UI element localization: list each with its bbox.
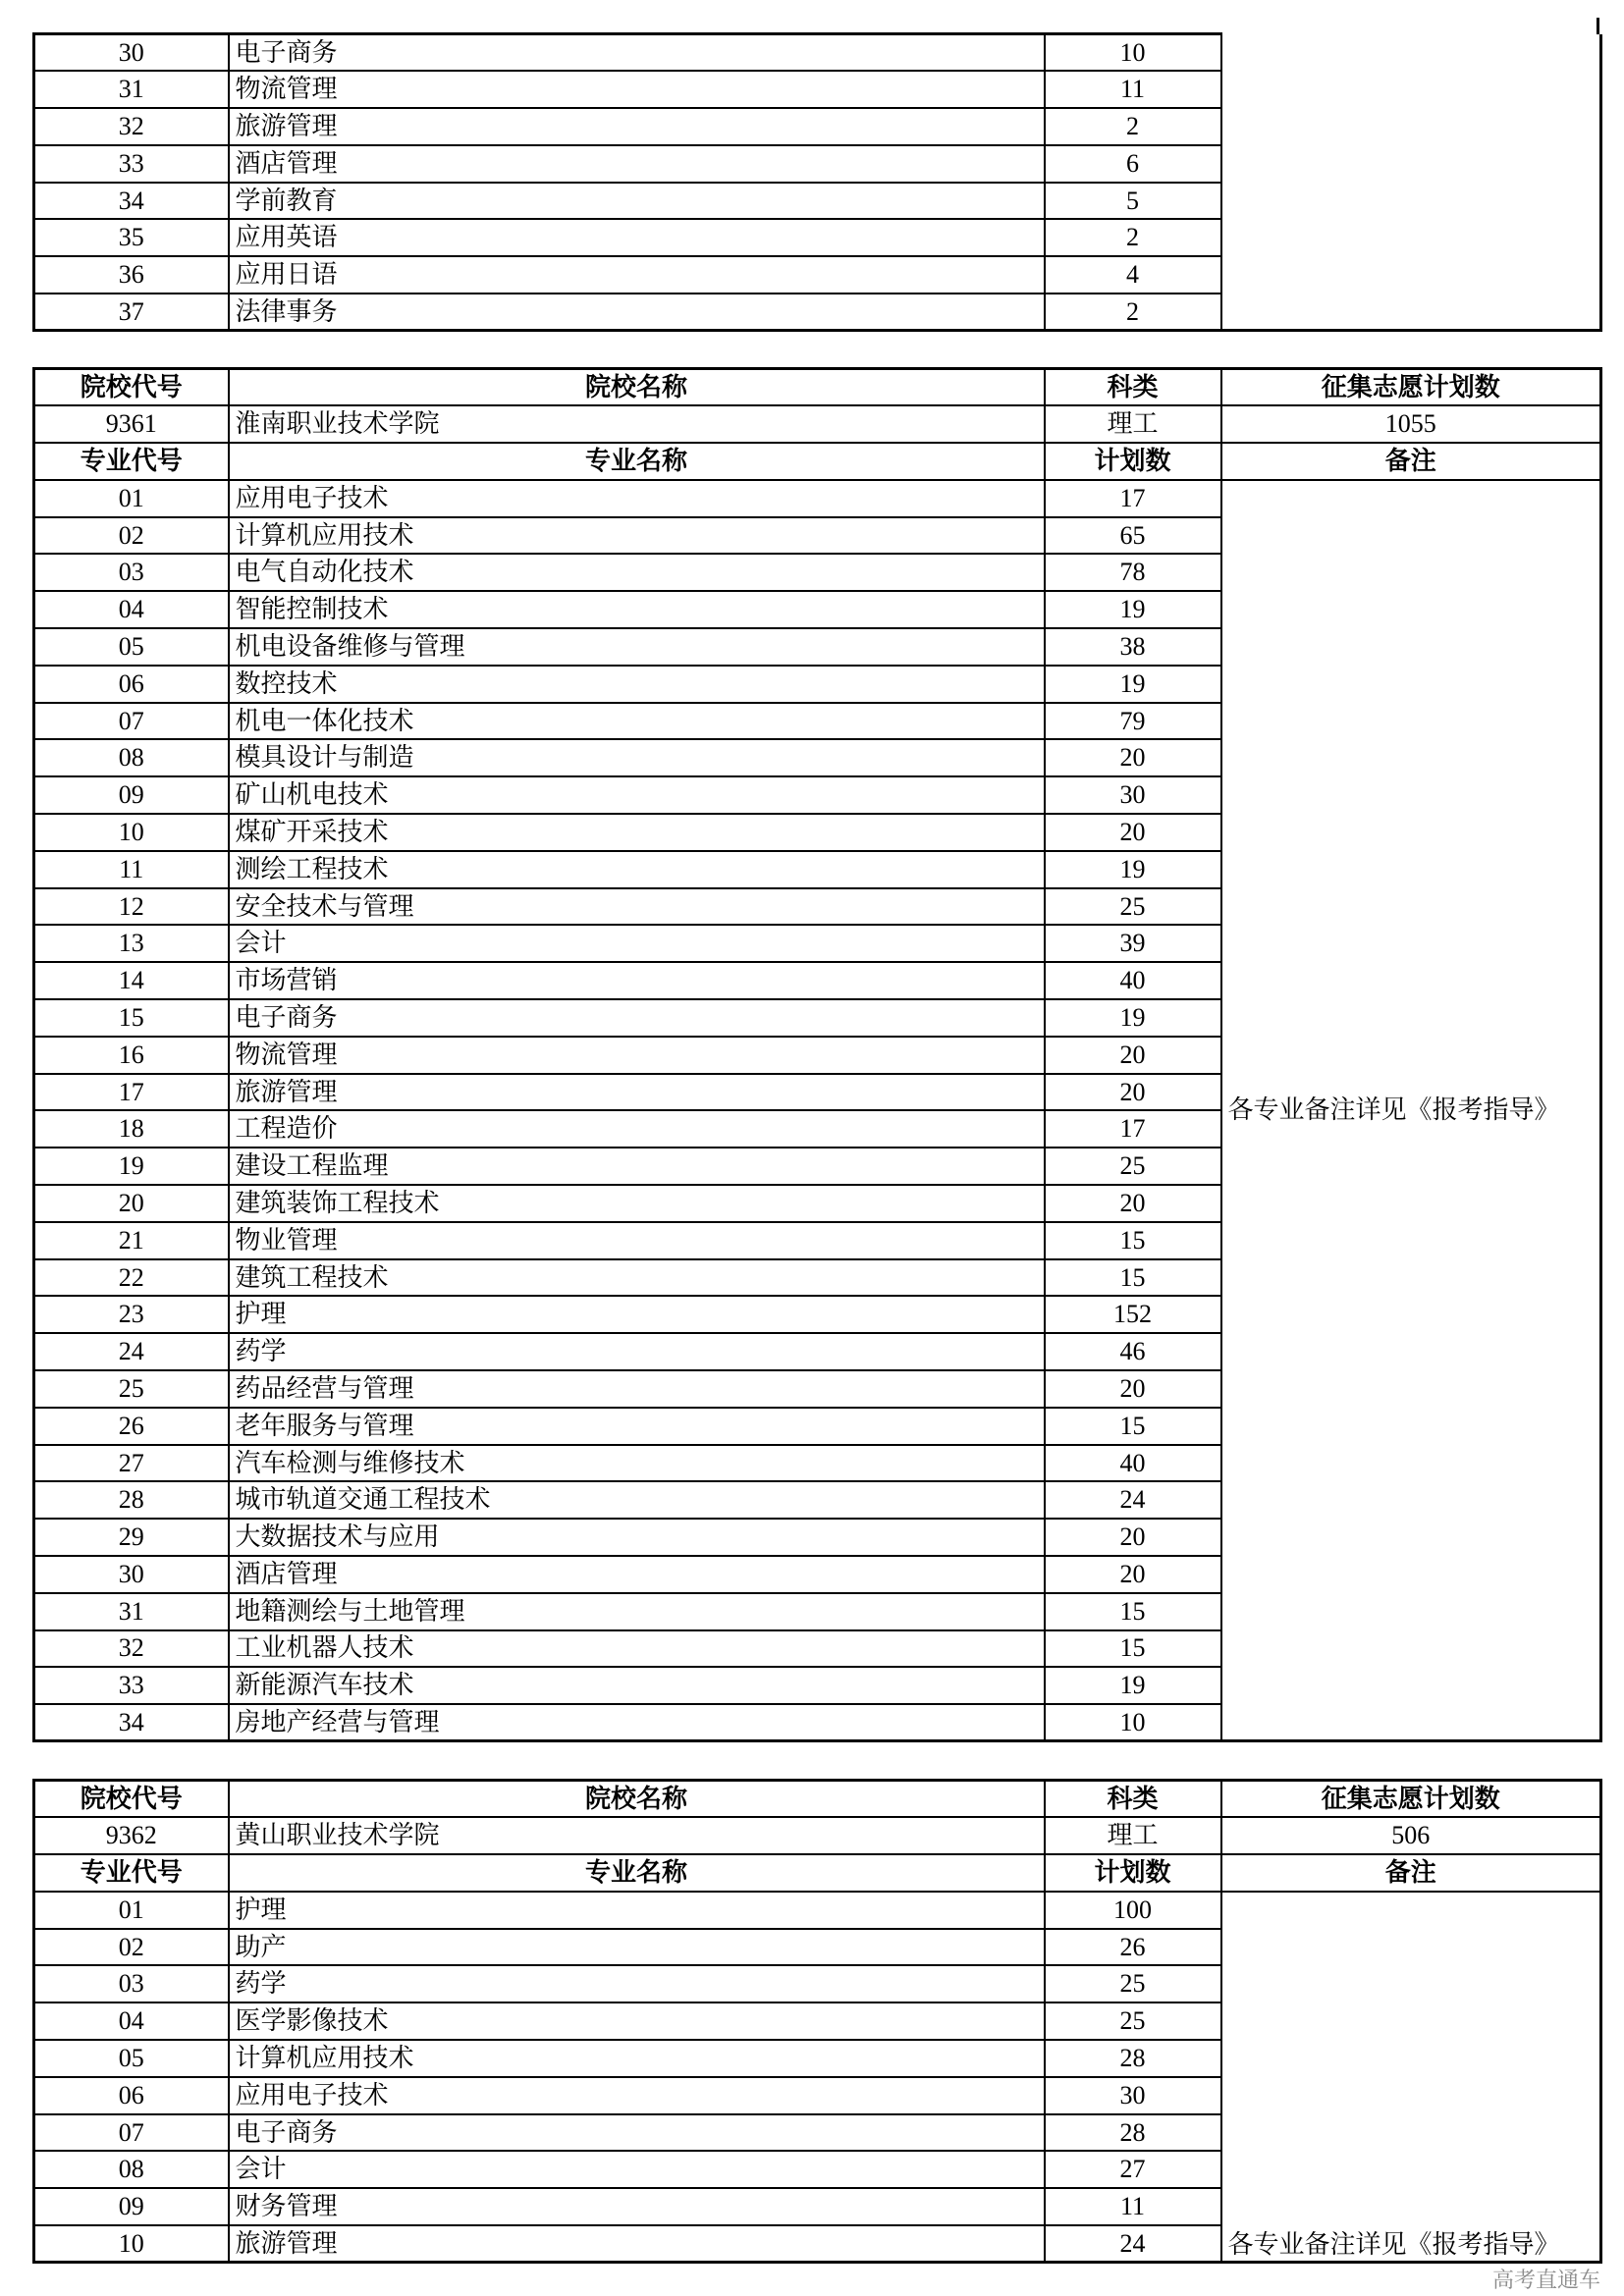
school-plan-total: 506	[1221, 1817, 1601, 1854]
major-code-cell: 31	[34, 71, 229, 108]
school-name-header: 院校名称	[229, 369, 1045, 406]
major-name-cell: 护理	[229, 1296, 1045, 1333]
major-name-cell: 房地产经营与管理	[229, 1704, 1045, 1741]
major-header-row	[34, 443, 1601, 480]
major-name-cell: 矿山机电技术	[229, 776, 1045, 814]
major-code-cell: 23	[34, 1296, 229, 1333]
major-code-cell: 32	[34, 108, 229, 145]
plan-total-header: 征集志愿计划数	[1221, 369, 1601, 406]
major-code-cell: 36	[34, 256, 229, 294]
plan-count-cell: 25	[1045, 1965, 1221, 2002]
major-code-cell: 19	[34, 1148, 229, 1185]
major-name-cell: 城市轨道交通工程技术	[229, 1481, 1045, 1519]
major-code-cell: 16	[34, 1037, 229, 1074]
plan-count-cell: 15	[1045, 1408, 1221, 1445]
major-code-cell: 10	[34, 814, 229, 851]
plan-count-cell: 28	[1045, 2040, 1221, 2077]
plan-count-cell: 38	[1045, 628, 1221, 666]
plan-count-cell: 30	[1045, 776, 1221, 814]
major-name-cell: 工程造价	[229, 1110, 1045, 1148]
major-code-cell: 14	[34, 962, 229, 999]
major-name-cell: 计算机应用技术	[229, 2040, 1045, 2077]
major-name-cell: 电子商务	[229, 999, 1045, 1037]
major-code-cell: 28	[34, 1481, 229, 1519]
plan-count-cell: 20	[1045, 739, 1221, 776]
school-info-row	[34, 1817, 1601, 1854]
major-code-cell: 15	[34, 999, 229, 1037]
school-category: 理工	[1045, 405, 1221, 443]
major-code-cell: 21	[34, 1222, 229, 1259]
major-code-cell: 22	[34, 1259, 229, 1297]
major-name-cell: 旅游管理	[229, 1074, 1045, 1111]
plan-count-cell: 30	[1045, 2077, 1221, 2114]
plan-count-cell: 10	[1045, 1704, 1221, 1741]
major-name-cell: 安全技术与管理	[229, 888, 1045, 926]
major-name-cell: 物业管理	[229, 1222, 1045, 1259]
major-code-cell: 11	[34, 851, 229, 888]
plan-count-cell: 20	[1045, 1370, 1221, 1408]
major-code-cell: 09	[34, 2188, 229, 2225]
plan-count-cell: 152	[1045, 1296, 1221, 1333]
major-name-cell: 药学	[229, 1333, 1045, 1370]
major-code-cell: 29	[34, 1519, 229, 1556]
major-code-cell: 26	[34, 1408, 229, 1445]
major-name-cell: 财务管理	[229, 2188, 1045, 2225]
remark-cell: 各专业备注详见《报考指导》	[1221, 480, 1601, 1741]
plan-count-cell: 46	[1045, 1333, 1221, 1370]
major-code-cell: 30	[34, 34, 229, 72]
major-name-cell: 计算机应用技术	[229, 517, 1045, 555]
major-name-cell: 机电一体化技术	[229, 703, 1045, 740]
major-code-cell: 31	[34, 1593, 229, 1630]
major-name-cell: 大数据技术与应用	[229, 1519, 1045, 1556]
plan-count-cell: 65	[1045, 517, 1221, 555]
major-name-cell: 旅游管理	[229, 2225, 1045, 2263]
major-code-cell: 37	[34, 294, 229, 331]
major-code-cell: 30	[34, 1556, 229, 1593]
major-code-cell: 07	[34, 703, 229, 740]
school-info-row	[34, 405, 1601, 443]
school-code: 9362	[34, 1817, 229, 1854]
major-header-row	[34, 1854, 1601, 1892]
major-name-cell: 数控技术	[229, 666, 1045, 703]
major-code-cell: 34	[34, 1704, 229, 1741]
major-name-cell: 模具设计与制造	[229, 739, 1045, 776]
major-name-cell: 汽车检测与维修技术	[229, 1445, 1045, 1482]
major-name-cell: 市场营销	[229, 962, 1045, 999]
major-code-cell: 18	[34, 1110, 229, 1148]
major-name-cell: 学前教育	[229, 183, 1045, 220]
plan-count-cell: 10	[1045, 34, 1221, 72]
plan-table-school-9361	[32, 367, 1602, 1742]
plan-count-cell: 20	[1045, 1556, 1221, 1593]
major-code-cell: 01	[34, 480, 229, 517]
plan-count-cell: 15	[1045, 1630, 1221, 1668]
plan-total-header: 征集志愿计划数	[1221, 1781, 1601, 1818]
major-code-cell: 33	[34, 145, 229, 183]
plan-count-cell: 15	[1045, 1593, 1221, 1630]
remark-header: 备注	[1221, 443, 1601, 480]
plan-count-cell: 19	[1045, 851, 1221, 888]
major-name-cell: 酒店管理	[229, 1556, 1045, 1593]
table-row	[34, 480, 1601, 517]
school-header-row	[34, 369, 1601, 406]
major-name-cell: 机电设备维修与管理	[229, 628, 1045, 666]
plan-count-cell: 25	[1045, 1148, 1221, 1185]
major-code-cell: 02	[34, 517, 229, 555]
table-row	[34, 34, 1601, 72]
major-code-cell: 33	[34, 1667, 229, 1704]
plan-count-cell: 40	[1045, 1445, 1221, 1482]
major-code-cell: 03	[34, 554, 229, 591]
plan-count-cell: 40	[1045, 962, 1221, 999]
major-name-cell: 地籍测绘与土地管理	[229, 1593, 1045, 1630]
major-code-header: 专业代号	[34, 1854, 229, 1892]
plan-count-cell: 19	[1045, 999, 1221, 1037]
plan-count-cell: 20	[1045, 1037, 1221, 1074]
major-code-cell: 01	[34, 1892, 229, 1929]
plan-count-cell: 2	[1045, 108, 1221, 145]
major-name-cell: 建设工程监理	[229, 1148, 1045, 1185]
major-code-cell: 07	[34, 2114, 229, 2152]
major-code-cell: 25	[34, 1370, 229, 1408]
major-code-cell: 12	[34, 888, 229, 926]
plan-count-cell: 24	[1045, 1481, 1221, 1519]
major-name-header: 专业名称	[229, 443, 1045, 480]
plan-count-cell: 20	[1045, 814, 1221, 851]
major-name-cell: 测绘工程技术	[229, 851, 1045, 888]
school-plan-total: 1055	[1221, 405, 1601, 443]
plan-count-cell: 20	[1045, 1519, 1221, 1556]
remark-cell: 各专业备注详见《报考指导》	[1221, 1892, 1601, 2263]
plan-count-cell: 25	[1045, 888, 1221, 926]
major-code-cell: 08	[34, 2151, 229, 2188]
major-code-cell: 03	[34, 1965, 229, 2002]
plan-count-cell: 15	[1045, 1259, 1221, 1297]
major-name-cell: 应用电子技术	[229, 2077, 1045, 2114]
major-name-cell: 电气自动化技术	[229, 554, 1045, 591]
plan-count-cell: 17	[1045, 1110, 1221, 1148]
major-name-cell: 应用电子技术	[229, 480, 1045, 517]
plan-count-cell: 28	[1045, 2114, 1221, 2152]
plan-count-cell: 5	[1045, 183, 1221, 220]
major-name-cell: 新能源汽车技术	[229, 1667, 1045, 1704]
major-code-cell: 05	[34, 2040, 229, 2077]
plan-count-cell: 2	[1045, 294, 1221, 331]
major-name-cell: 老年服务与管理	[229, 1408, 1045, 1445]
major-code-cell: 13	[34, 925, 229, 962]
plan-count-cell: 24	[1045, 2225, 1221, 2263]
major-name-cell: 应用英语	[229, 219, 1045, 256]
major-name-cell: 药学	[229, 1965, 1045, 2002]
major-name-cell: 药品经营与管理	[229, 1370, 1045, 1408]
major-code-cell: 32	[34, 1630, 229, 1668]
major-name-cell: 建筑工程技术	[229, 1259, 1045, 1297]
major-code-cell: 34	[34, 183, 229, 220]
major-name-cell: 旅游管理	[229, 108, 1045, 145]
major-code-cell: 10	[34, 2225, 229, 2263]
plan-count-cell: 15	[1045, 1222, 1221, 1259]
major-code-cell: 06	[34, 2077, 229, 2114]
major-name-cell: 护理	[229, 1892, 1045, 1929]
major-code-cell: 04	[34, 591, 229, 628]
major-code-cell: 20	[34, 1185, 229, 1222]
plan-count-cell: 11	[1045, 71, 1221, 108]
school-name: 淮南职业技术学院	[229, 405, 1045, 443]
major-name-cell: 物流管理	[229, 1037, 1045, 1074]
watermark-text: 高考直通车	[1490, 2264, 1602, 2294]
plan-count-cell: 20	[1045, 1074, 1221, 1111]
major-name-cell: 电子商务	[229, 34, 1045, 72]
plan-count-cell: 4	[1045, 256, 1221, 294]
major-code-cell: 02	[34, 1929, 229, 1966]
major-code-cell: 09	[34, 776, 229, 814]
plan-count-cell: 39	[1045, 925, 1221, 962]
major-code-cell: 06	[34, 666, 229, 703]
major-name-cell: 医学影像技术	[229, 2002, 1045, 2040]
plan-count-cell: 11	[1045, 2188, 1221, 2225]
major-code-cell: 08	[34, 739, 229, 776]
school-category: 理工	[1045, 1817, 1221, 1854]
major-name-cell: 电子商务	[229, 2114, 1045, 2152]
plan-count-cell: 25	[1045, 2002, 1221, 2040]
plan-count-header: 计划数	[1045, 1854, 1221, 1892]
plan-table-school-9362	[32, 1779, 1602, 2264]
major-code-cell: 05	[34, 628, 229, 666]
school-code: 9361	[34, 405, 229, 443]
plan-table-continued	[32, 32, 1602, 332]
major-name-cell: 智能控制技术	[229, 591, 1045, 628]
major-code-cell: 27	[34, 1445, 229, 1482]
plan-count-header: 计划数	[1045, 443, 1221, 480]
plan-count-cell: 26	[1045, 1929, 1221, 1966]
school-name-header: 院校名称	[229, 1781, 1045, 1818]
plan-count-cell: 17	[1045, 480, 1221, 517]
school-name: 黄山职业技术学院	[229, 1817, 1045, 1854]
major-code-cell: 04	[34, 2002, 229, 2040]
table-row	[34, 1892, 1601, 1929]
school-code-header: 院校代号	[34, 369, 229, 406]
plan-count-cell: 79	[1045, 703, 1221, 740]
plan-count-cell: 78	[1045, 554, 1221, 591]
remark-header: 备注	[1221, 1854, 1601, 1892]
major-name-cell: 煤矿开采技术	[229, 814, 1045, 851]
major-code-header: 专业代号	[34, 443, 229, 480]
major-code-cell: 17	[34, 1074, 229, 1111]
plan-count-cell: 20	[1045, 1185, 1221, 1222]
major-code-cell: 24	[34, 1333, 229, 1370]
plan-count-cell: 100	[1045, 1892, 1221, 1929]
major-name-header: 专业名称	[229, 1854, 1045, 1892]
major-name-cell: 会计	[229, 2151, 1045, 2188]
major-code-cell: 35	[34, 219, 229, 256]
major-name-cell: 会计	[229, 925, 1045, 962]
remark-cell	[1221, 34, 1601, 331]
major-name-cell: 建筑装饰工程技术	[229, 1185, 1045, 1222]
plan-count-cell: 27	[1045, 2151, 1221, 2188]
plan-count-cell: 19	[1045, 591, 1221, 628]
school-code-header: 院校代号	[34, 1781, 229, 1818]
major-name-cell: 应用日语	[229, 256, 1045, 294]
major-name-cell: 法律事务	[229, 294, 1045, 331]
plan-count-cell: 6	[1045, 145, 1221, 183]
category-header: 科类	[1045, 369, 1221, 406]
major-name-cell: 酒店管理	[229, 145, 1045, 183]
plan-count-cell: 19	[1045, 1667, 1221, 1704]
category-header: 科类	[1045, 1781, 1221, 1818]
major-name-cell: 助产	[229, 1929, 1045, 1966]
major-name-cell: 工业机器人技术	[229, 1630, 1045, 1668]
plan-count-cell: 2	[1045, 219, 1221, 256]
major-name-cell: 物流管理	[229, 71, 1045, 108]
school-header-row	[34, 1781, 1601, 1818]
plan-count-cell: 19	[1045, 666, 1221, 703]
